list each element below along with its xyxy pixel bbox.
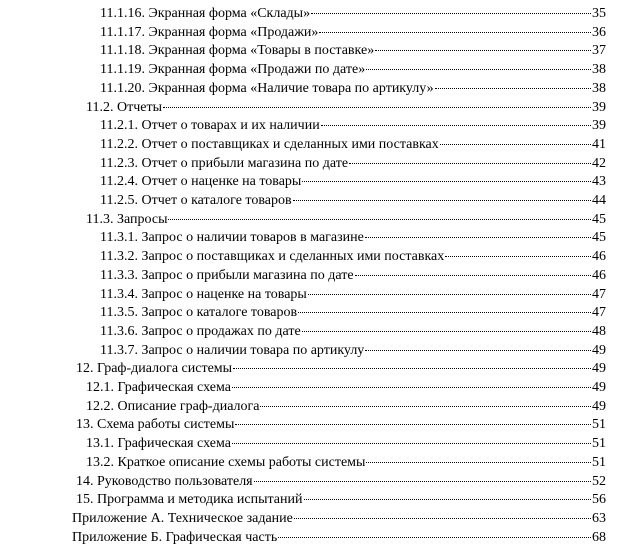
- toc-entry: [76, 491, 606, 509]
- toc-entry-page: 49: [592, 398, 606, 414]
- dot-leader: [235, 424, 591, 425]
- dot-leader: [260, 406, 591, 407]
- toc-entry: [72, 529, 606, 547]
- toc-entry-title: 11.3.1. Запрос о наличии товаров в магазине: [100, 230, 364, 246]
- toc-entry-page: 45: [592, 230, 606, 246]
- toc-entry-page: 49: [592, 380, 606, 395]
- toc-entry: [76, 473, 606, 491]
- toc-entry-title: 11.1.19. Экранная форма «Продажи по дате»: [100, 62, 366, 78]
- toc-entry-title: 11.2.5. Отчет о каталоге товаров: [100, 193, 292, 208]
- toc-entry: [86, 379, 606, 397]
- toc-entry: [72, 510, 606, 528]
- toc-entry: [76, 360, 606, 378]
- toc-entry: [100, 323, 606, 341]
- dot-leader: [355, 275, 591, 276]
- toc-entry-page: 47: [592, 286, 606, 302]
- toc-entry-page: 63: [592, 510, 606, 526]
- toc-entry-page: 46: [592, 267, 606, 283]
- toc-entry: [100, 173, 606, 191]
- toc-entry-page: 48: [592, 323, 606, 339]
- toc-entry-page: 37: [592, 43, 606, 59]
- dot-leader: [168, 219, 591, 220]
- toc-entry-page: 43: [592, 174, 606, 190]
- toc-entry-title: 12. Граф-диалога системы: [76, 361, 233, 377]
- toc-entry: [100, 192, 606, 210]
- dot-leader: [294, 518, 591, 519]
- dot-leader: [365, 350, 591, 351]
- dot-leader: [163, 107, 591, 108]
- toc-entry: [100, 286, 606, 304]
- toc-entry-page: 35: [592, 6, 606, 21]
- toc-entry-page: 51: [592, 417, 606, 433]
- toc-entry-page: 51: [592, 436, 606, 452]
- dot-leader: [366, 462, 591, 463]
- toc-entry-title: 13. Схема работы системы: [76, 417, 235, 433]
- toc-entry-title: 14. Руководство пользователя: [76, 473, 253, 489]
- toc-entry-page: 42: [592, 155, 606, 171]
- toc-entry-title: 11.2. Отчеты: [86, 99, 162, 115]
- toc-entry-page: 46: [592, 249, 606, 265]
- dot-leader: [232, 443, 591, 444]
- toc-entry-page: 47: [592, 305, 606, 321]
- toc-entry-title: 11.2.2. Отчет о поставщиках и сделанных ими поставках: [100, 136, 439, 152]
- toc-entry: [86, 211, 606, 229]
- dot-leader: [278, 537, 591, 538]
- toc-entry-title: 11.2.3. Отчет о прибыли магазина по дате: [100, 155, 349, 171]
- toc-entry-title: 11.1.17. Экранная форма «Продажи»: [100, 24, 319, 40]
- toc-entry-page: 52: [592, 473, 606, 489]
- toc-entry-page: 41: [592, 136, 606, 152]
- dot-leader: [298, 312, 591, 313]
- toc-entry: [100, 5, 606, 23]
- toc-entry-title: 11.1.18. Экранная форма «Товары в поставке»: [100, 43, 375, 59]
- toc-entry-page: 51: [592, 454, 606, 470]
- toc-entry-title: 15. Программа и методика испытаний: [76, 492, 303, 508]
- toc-entry-page: 44: [592, 193, 606, 208]
- toc-entry-page: 38: [592, 80, 606, 96]
- toc-entry-page: 39: [592, 118, 606, 134]
- toc-entry: [100, 24, 606, 42]
- dot-leader: [435, 88, 591, 89]
- toc-entry: [100, 80, 606, 98]
- toc-entry-page: 39: [592, 99, 606, 115]
- dot-leader: [375, 50, 591, 51]
- toc-entry-page: 49: [592, 361, 606, 377]
- toc-entry-title: 12.1. Графическая схема: [86, 380, 231, 395]
- toc-entry: [100, 342, 606, 360]
- toc-entry-title: 11.3.6. Запрос о продажах по дате: [100, 323, 301, 339]
- toc-entry-page: 68: [592, 529, 606, 545]
- toc-entry: [100, 117, 606, 135]
- toc-entry: [100, 229, 606, 247]
- toc-entry-title: 12.2. Описание граф-диалога: [86, 398, 260, 414]
- toc-entry-title: 11.3.5. Запрос о каталоге товаров: [100, 305, 298, 321]
- toc-entry: [100, 304, 606, 322]
- toc-entry-title: 13.2. Краткое описание схемы работы системы: [86, 454, 366, 470]
- toc-entry: [100, 267, 606, 285]
- dot-leader: [365, 237, 591, 238]
- dot-leader: [254, 481, 591, 482]
- dot-leader: [232, 387, 591, 388]
- toc-entry: [86, 99, 606, 117]
- toc-entry-title: 11.3.3. Запрос о прибыли магазина по дате: [100, 267, 354, 283]
- dot-leader: [321, 125, 591, 126]
- dot-leader: [366, 69, 591, 70]
- toc-entry-title: 11.1.20. Экранная форма «Наличие товара по артикулу»: [100, 80, 434, 96]
- dot-leader: [293, 200, 591, 201]
- toc-entry: [100, 248, 606, 266]
- dot-leader: [302, 331, 591, 332]
- dot-leader: [308, 294, 591, 295]
- toc-entry-page: 45: [592, 211, 606, 227]
- toc-entry: [76, 416, 606, 434]
- dot-leader: [311, 13, 591, 14]
- toc-entry-title: 11.3.2. Запрос о поставщиках и сделанных ими поставках: [100, 249, 445, 265]
- toc-entry-page: 38: [592, 62, 606, 78]
- toc-entry: [100, 42, 606, 60]
- toc-entry: [100, 155, 606, 173]
- toc-entry-title: 11.3. Запросы: [86, 211, 168, 227]
- dot-leader: [445, 256, 591, 257]
- toc-entry-title: 11.3.7. Запрос о наличии товара по артикулу: [100, 342, 365, 358]
- toc-entry-title: Приложение А. Техническое задание: [72, 510, 293, 526]
- dot-leader: [233, 368, 591, 369]
- toc-entry-page: 36: [592, 24, 606, 40]
- toc-entry-title: 11.1.16. Экранная форма «Склады»: [100, 6, 311, 21]
- toc-entry-title: 11.2.1. Отчет о товарах и их наличии: [100, 118, 320, 134]
- dot-leader: [440, 144, 591, 145]
- dot-leader: [349, 163, 591, 164]
- dot-leader: [302, 181, 591, 182]
- toc-entry: [100, 136, 606, 154]
- toc-entry: [86, 454, 606, 472]
- toc-entry: [86, 435, 606, 453]
- toc-entry: [100, 61, 606, 79]
- toc-entry-title: 11.2.4. Отчет о наценке на товары: [100, 174, 302, 190]
- toc-entry-page: 49: [592, 342, 606, 358]
- toc-entry-title: 13.1. Графическая схема: [86, 436, 231, 452]
- toc-entry-title: Приложение Б. Графическая часть: [72, 529, 278, 545]
- dot-leader: [304, 499, 591, 500]
- toc-entry-title: 11.3.4. Запрос о наценке на товары: [100, 286, 307, 302]
- dot-leader: [319, 32, 591, 33]
- toc-entry: [86, 398, 606, 416]
- toc-entry-page: 56: [592, 492, 606, 508]
